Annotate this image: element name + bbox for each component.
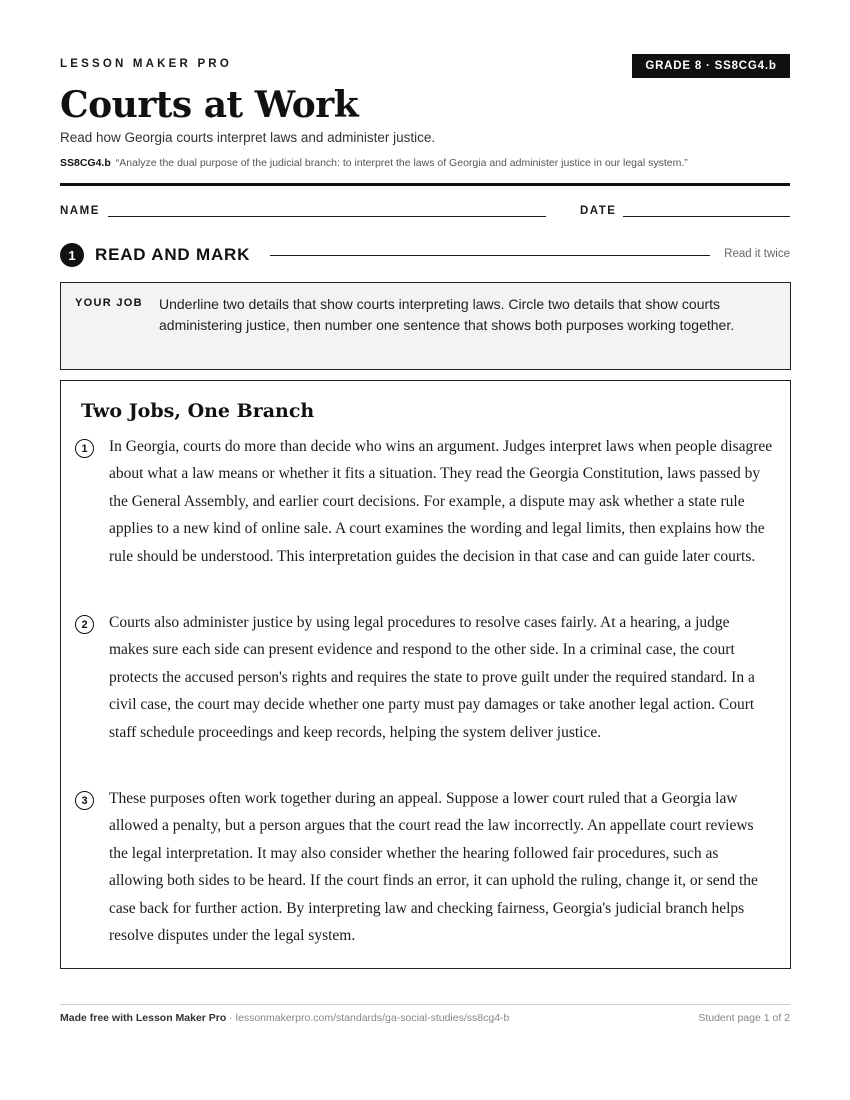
reading-passage-card xyxy=(60,380,791,969)
instructions-text: Underline two details that show courts interpreting laws. Circle two details that show courts administering justice, then number one sentence that shows both purposes working together. xyxy=(159,296,735,333)
name-label: NAME xyxy=(60,205,100,217)
brand-name: LESSON MAKER PRO xyxy=(60,58,232,70)
footer-credit xyxy=(60,1012,509,1024)
section-note: Read it twice xyxy=(724,248,790,260)
instructions-box xyxy=(60,282,791,370)
standard-code: SS8CG4.b xyxy=(60,157,111,169)
paragraph-text: Courts also administer justice by using legal procedures to resolve cases fairly. At a hearing, a judge makes sure each side can present evidence and respond to the other side. In a criminal case, the court protects the accused person's rights and requires the state to prove guilt under the required standard. In a civil case, the court may decide whether one party must pay damages or take another legal action. Court staff schedule proceedings and keep records, helping the system deliver justice. xyxy=(109,614,755,741)
section-number-badge: 1 xyxy=(60,243,84,267)
footer-made-with: Made free with Lesson Maker Pro xyxy=(60,1012,227,1024)
footer-separator: · xyxy=(226,1012,236,1024)
section-title: READ AND MARK xyxy=(95,245,251,264)
paragraph-number-badge: 1 xyxy=(75,439,94,458)
paragraph-number-badge: 2 xyxy=(75,615,94,634)
standard-description xyxy=(60,157,800,169)
paragraph-text: These purposes often work together during an appeal. Suppose a lower court ruled that a Georgia law allowed a penalty, but a person argues that the court read the law incorrectly. An appellate court reviews the legal interpretation. It may also consider whether the hearing followed fair procedures, such as allowing both sides to be heard. If the court finds an error, it can uphold the ruling, change it, or send the case back for further action. By interpreting law and checking fairness, Georgia's judicial branch helps resolve disputes under the legal system. xyxy=(109,790,758,945)
header-divider xyxy=(60,183,790,186)
footer-page-number: Student page 1 of 2 xyxy=(698,1012,790,1024)
date-label: DATE xyxy=(580,205,617,217)
section-divider xyxy=(270,255,710,256)
instructions-label: YOUR JOB xyxy=(75,297,143,309)
page-subtitle: Read how Georgia courts interpret laws and administer justice. xyxy=(60,130,436,145)
paragraph-number-badge: 3 xyxy=(75,791,94,810)
passage-paragraph-2 xyxy=(75,614,775,751)
footer-url[interactable]: lessonmakerpro.com/standards/ga-social-studies/ss8cg4-b xyxy=(235,1012,510,1024)
passage-paragraph-3 xyxy=(75,790,775,954)
page-title: Courts at Work xyxy=(60,84,359,126)
date-field-line[interactable] xyxy=(623,216,790,217)
standard-quote: “Analyze the dual purpose of the judicial branch: to interpret the laws of Georgia and administer justice in our legal system.” xyxy=(115,157,688,169)
grade-badge: GRADE 8 · SS8CG4.b xyxy=(632,54,790,78)
name-field-line[interactable] xyxy=(108,216,546,217)
passage-title: Two Jobs, One Branch xyxy=(81,400,315,422)
passage-paragraph-1 xyxy=(75,438,775,575)
paragraph-text: In Georgia, courts do more than decide who wins an argument. Judges interpret laws when people disagree about what a law means or whether it fits a situation. They read the Georgia Constitution, laws passed by the General Assembly, and earlier court decisions. For example, a dispute may ask whether a state rule applies to a new kind of online sale. A court examines the wording and legal limits, then explains how the rule should be understood. This interpretation guides the decision in that case and can guide later courts. xyxy=(109,438,773,565)
footer-divider xyxy=(60,1004,790,1005)
